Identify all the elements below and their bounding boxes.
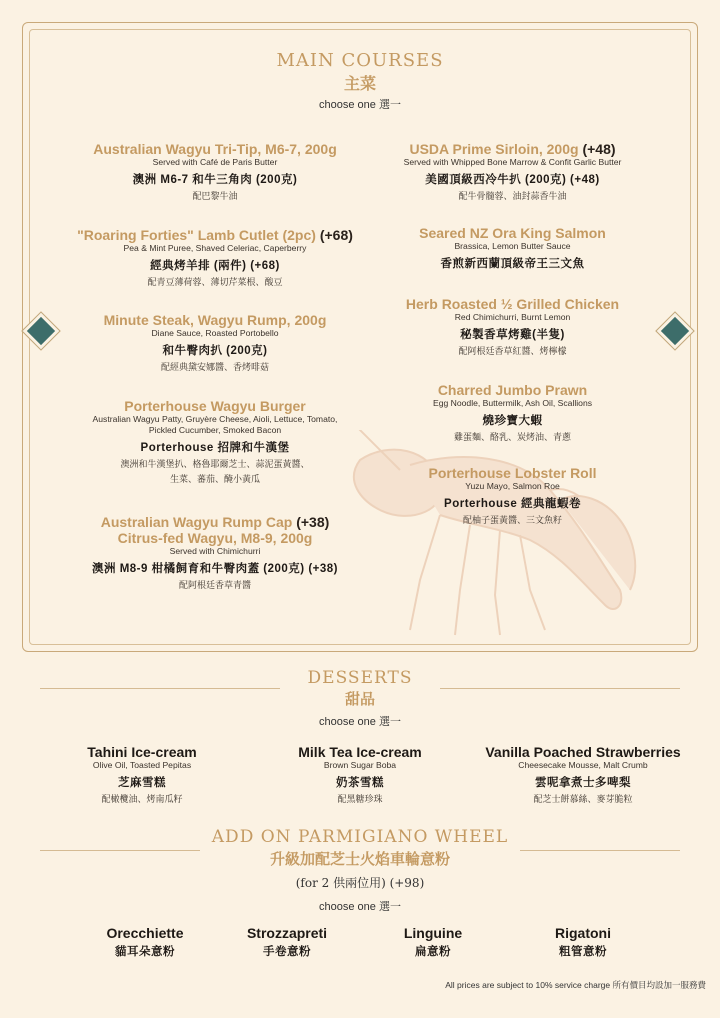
menu-item-minute-steak xyxy=(60,312,370,373)
item-name-zh: 奶茶雪糕 xyxy=(336,777,384,789)
item-desc-zh: 配經典黛安娜醬、香烤啡菇 xyxy=(160,362,269,372)
item-surcharge: (+38) xyxy=(296,514,330,530)
item-name-text: USDA Prime Sirloin, 200g xyxy=(409,141,579,157)
item-name xyxy=(60,227,370,243)
menu-item-usda-sirloin xyxy=(380,141,645,202)
item-name-zh: 美國頂級西冷牛扒 (200克) (+48) xyxy=(425,174,600,186)
item-desc-zh: 配巴黎牛油 xyxy=(192,191,238,201)
item-desc-line2: Pickled Cucumber, Smoked Bacon xyxy=(148,425,282,435)
menu-item-ora-king-salmon xyxy=(380,225,645,271)
item-desc: Australian Wagyu Patty, Gruyère Cheese, Aioli, Lettuce, Tomato, xyxy=(92,414,338,424)
item-desc: Served with Café de Paris Butter xyxy=(152,157,278,167)
item-desc-zh: 雞蛋麵、酪乳、炭烤油、青蔥 xyxy=(453,432,571,442)
menu-item-rump-cap xyxy=(60,514,370,591)
pasta-item-strozzapreti xyxy=(222,925,352,959)
item-desc-zh: 澳洲和牛漢堡扒、格魯耶爾芝士、蒜泥蛋黃醬、 xyxy=(120,459,310,469)
item-desc-zh: 配牛骨髓蓉、油封蒜香牛油 xyxy=(458,191,567,201)
item-desc-zh: 配阿根廷香草青醬 xyxy=(178,580,251,590)
menu-item-grilled-chicken xyxy=(380,296,645,357)
menu-item-lamb-cutlet xyxy=(60,227,370,288)
item-name: Linguine xyxy=(403,925,463,941)
addon-choose: choose one 選一 xyxy=(319,901,401,913)
item-name: Minute Steak, Wagyu Rump, 200g xyxy=(103,312,327,328)
item-name: Porterhouse Wagyu Burger xyxy=(124,398,306,414)
item-name: Rigatoni xyxy=(555,925,611,941)
addon-title: ADD ON PARMIGIANO WHEEL xyxy=(211,827,509,847)
item-desc-zh: 配青豆薄荷蓉、薄切芹菜根、酸豆 xyxy=(147,277,283,287)
item-name xyxy=(60,514,370,530)
item-desc: Red Chimichurri, Burnt Lemon xyxy=(454,312,571,322)
dessert-item-strawberries xyxy=(468,744,698,805)
pasta-item-linguine xyxy=(368,925,498,959)
item-desc-zh-line2: 生菜、蕃茄、醃小黃瓜 xyxy=(169,474,260,484)
dessert-item-milk-tea xyxy=(260,744,460,805)
item-name-zh: 香煎新西蘭頂級帝王三文魚 xyxy=(440,258,585,270)
item-name: Seared NZ Ora King Salmon xyxy=(419,225,606,241)
item-desc: Egg Noodle, Buttermilk, Ash Oil, Scallions xyxy=(432,398,593,408)
main-courses-title-zh: 主菜 xyxy=(343,74,376,93)
item-desc: Cheesecake Mousse, Malt Crumb xyxy=(518,760,648,770)
item-name: Porterhouse Lobster Roll xyxy=(428,465,597,481)
addon-title-zh: 升級加配芝士火焰車輪意粉 xyxy=(269,850,450,868)
item-name: Milk Tea Ice-cream xyxy=(298,744,422,760)
item-name xyxy=(380,141,645,157)
item-surcharge: (+68) xyxy=(319,227,353,243)
item-name-text: Australian Wagyu Rump Cap xyxy=(100,514,293,530)
item-desc: Brown Sugar Boba xyxy=(323,760,397,770)
item-name-zh: 經典烤羊排 (兩件) (+68) xyxy=(150,260,280,272)
addon-subtitle: (for 2 供兩位用) (+98) xyxy=(295,876,425,890)
item-name-zh: Porterhouse 招牌和牛漢堡 xyxy=(140,442,290,454)
item-name: Charred Jumbo Prawn xyxy=(437,382,588,398)
menu-item-wagyu-tri-tip xyxy=(60,141,370,202)
item-name: Strozzapreti xyxy=(246,925,328,941)
item-desc: Olive Oil, Toasted Pepitas xyxy=(92,760,192,770)
item-name-zh: Porterhouse 經典龍蝦卷 xyxy=(444,498,581,510)
item-name-zh: 手卷意粉 xyxy=(263,946,311,958)
item-name-text: "Roaring Forties" Lamb Cutlet (2pc) xyxy=(77,227,316,243)
item-name: Vanilla Poached Strawberries xyxy=(485,744,681,760)
pasta-item-orecchiette xyxy=(80,925,210,959)
service-charge-note: All prices are subject to 10% service charge 所有價目均設加一服務費 xyxy=(445,980,706,990)
item-desc: Pea & Mint Puree, Shaved Celeriac, Caperberry xyxy=(123,243,307,253)
item-name-zh: 澳洲 M6-7 和牛三角肉 (200克) xyxy=(132,174,298,186)
item-desc: Yuzu Mayo, Salmon Roe xyxy=(465,481,560,491)
desserts-title: DESSERTS xyxy=(307,668,413,688)
item-desc-zh: 配黑糖珍珠 xyxy=(337,794,383,804)
item-name-zh: 扁意粉 xyxy=(415,946,451,958)
item-name-zh: 澳洲 M8-9 柑橘飼育和牛臀肉蓋 (200克) (+38) xyxy=(92,563,338,575)
dessert-item-tahini xyxy=(42,744,242,805)
item-name-zh: 燒珍寶大蝦 xyxy=(482,415,543,427)
item-name-zh: 芝麻雪糕 xyxy=(118,777,166,789)
item-desc: Served with Whipped Bone Marrow & Confit Garlic Butter xyxy=(403,157,622,167)
item-desc-zh: 配芝士餅慕絲、麥芽脆粒 xyxy=(533,794,633,804)
item-name: Herb Roasted ½ Grilled Chicken xyxy=(405,296,620,312)
main-courses-title: MAIN COURSES xyxy=(276,50,444,71)
item-surcharge: (+48) xyxy=(582,141,616,157)
item-name-zh: 粗管意粉 xyxy=(559,946,607,958)
item-name: Orecchiette xyxy=(106,925,184,941)
desserts-title-zh: 甜品 xyxy=(344,690,375,708)
item-name-zh: 雲呢拿煮士多啤梨 xyxy=(535,777,631,789)
menu-item-jumbo-prawn xyxy=(380,382,645,443)
main-courses-choose: choose one 選一 xyxy=(319,99,401,111)
item-name: Tahini Ice-cream xyxy=(87,744,197,760)
item-name-zh: 秘製香草烤雞(半隻) xyxy=(460,329,565,341)
item-desc: Diane Sauce, Roasted Portobello xyxy=(151,328,279,338)
item-desc-zh: 配橄欖油、烤南瓜籽 xyxy=(101,794,183,804)
desserts-choose: choose one 選一 xyxy=(319,716,401,728)
item-name-zh: 和牛臀肉扒 (200克) xyxy=(162,345,268,357)
menu-item-wagyu-burger xyxy=(60,398,370,485)
pasta-item-rigatoni xyxy=(518,925,648,959)
item-name-line2: Citrus-fed Wagyu, M8-9, 200g xyxy=(117,530,313,546)
item-desc: Served with Chimichurri xyxy=(169,546,261,556)
item-desc-zh: 配阿根廷香草紅醬、烤檸檬 xyxy=(458,346,567,356)
item-name: Australian Wagyu Tri-Tip, M6-7, 200g xyxy=(93,141,337,157)
item-desc: Brassica, Lemon Butter Sauce xyxy=(454,241,571,251)
item-name-zh: 貓耳朵意粉 xyxy=(115,946,175,958)
menu-item-lobster-roll xyxy=(380,465,645,526)
item-desc-zh: 配柚子蛋黃醬、三文魚籽 xyxy=(462,515,562,525)
